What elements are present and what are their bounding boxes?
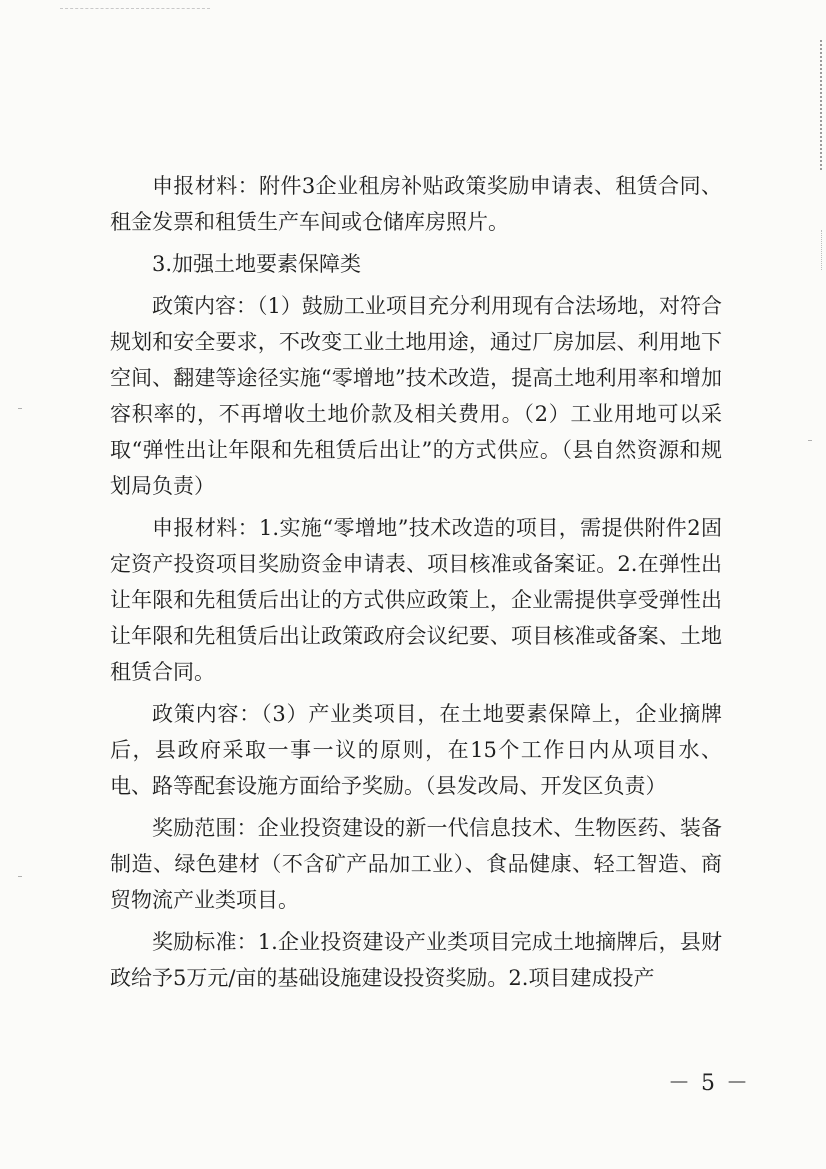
scan-speck (808, 440, 812, 441)
paragraph-application-materials-land: 申报材料：1.实施“零增地”技术改造的项目，需提供附件2固定资产投资项目奖励资金申请表、项目核准或备案证。2.在弹性出让年限和先租赁后出让的方式供应政策上，企业需提供享受弹性出让年限和先租赁后出让政策政府会议纪要、项目核准或备案、土地租赁合同。 (110, 516, 722, 684)
paragraph-application-materials-rent: 申报材料：附件3企业租房补贴政策奖励申请表、租赁合同、租金发票和租赁生产车间或仓储库房照片。 (110, 174, 722, 234)
paragraph-policy-content-3: 政策内容：（3）产业类项目，在土地要素保障上，企业摘牌后，县政府采取一事一议的原则，在15个工作日内从项目水、电、路等配套设施方面给予奖励。（县发改局、开发区负责） (110, 702, 722, 798)
scan-artifact-top (60, 8, 210, 11)
paragraph-reward-scope: 奖励范围：企业投资建设的新一代信息技术、生物医药、装备制造、绿色建材（不含矿产品加工业）、食品健康、轻工智造、商贸物流产业类项目。 (110, 816, 722, 912)
scan-artifact-right-lower (819, 230, 822, 270)
scan-speck (18, 408, 22, 409)
page-number: － 5 － (668, 1071, 750, 1096)
scan-speck (18, 876, 22, 877)
scan-artifact-right (817, 40, 822, 170)
body-text (110, 168, 722, 1002)
paragraph-reward-standard: 奖励标准：1.企业投资建设产业类项目完成土地摘牌后，县财政给予5万元/亩的基础设施建设投资奖励。2.项目建成投产 (110, 930, 722, 990)
paragraph-policy-content-1-2: 政策内容：（1）鼓励工业项目充分利用现有合法场地，对符合规划和安全要求，不改变工业土地用途，通过厂房加层、利用地下空间、翻建等途径实施“零增地”技术改造，提高土地利用率和增加容积率的，不再增收土地价款及相关费用。（2）工业用地可以采取“弹性出让年限和先租赁后出让”的方式供应。（县自然资源和规划局负责） (110, 294, 722, 498)
section-heading-land-support: 3.加强土地要素保障类 (152, 252, 362, 276)
